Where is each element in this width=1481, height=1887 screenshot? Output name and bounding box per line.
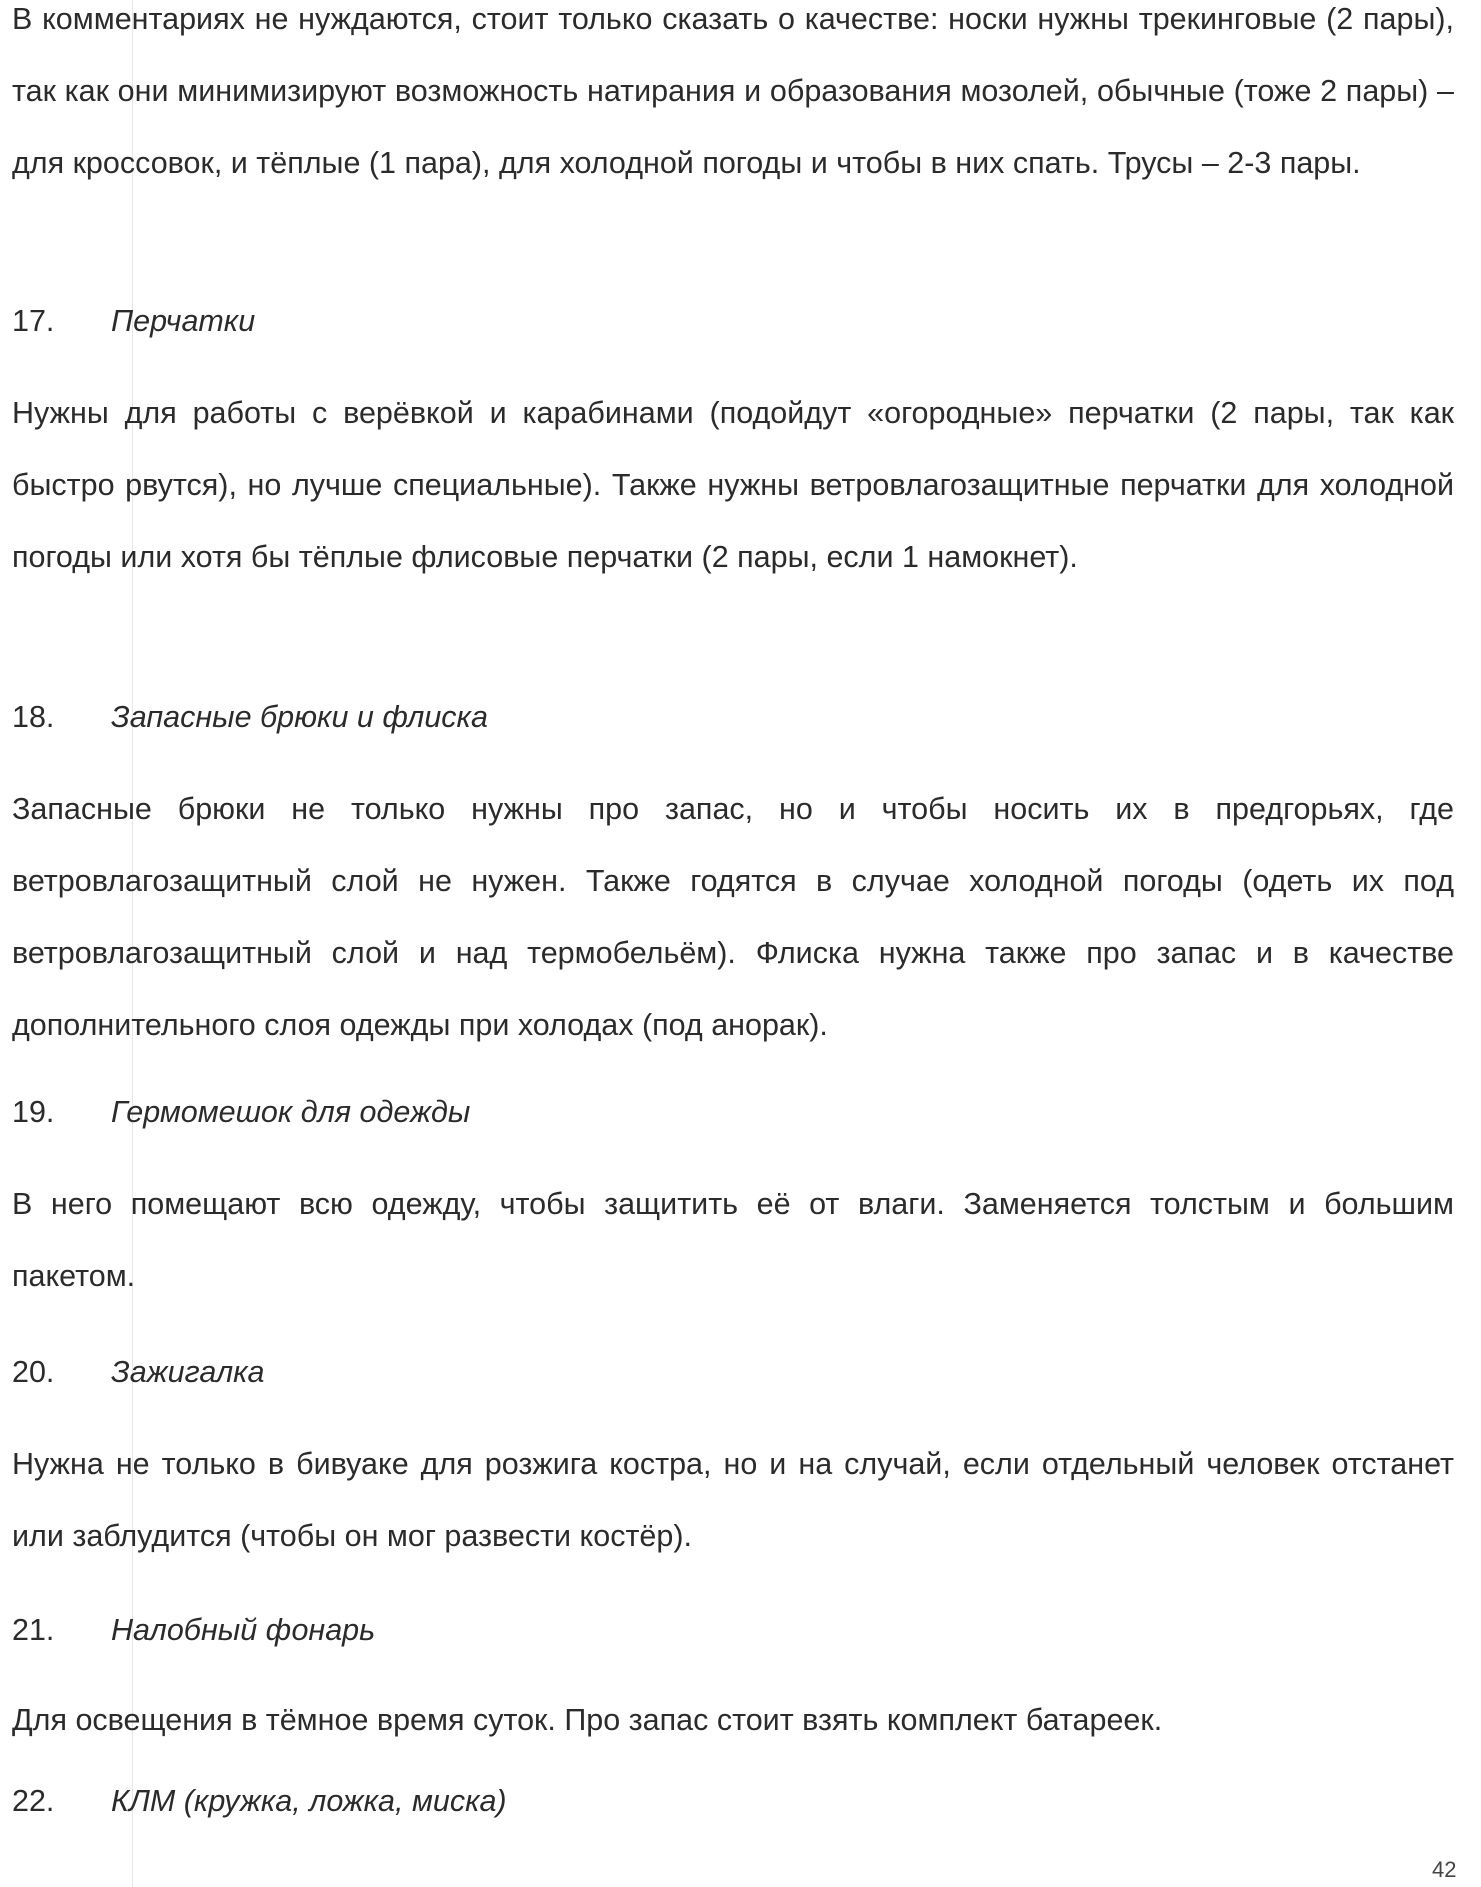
section-text-19: В него помещают всю одежду, чтобы защитить её от влаги. Заменяется толстым и большим пакетом. <box>12 1187 1454 1293</box>
section-number: 17. <box>12 304 55 338</box>
section-text-21: Для освещения в тёмное время суток. Про запас стоит взять комплект батареек. <box>12 1703 1163 1737</box>
section-text-20: Нужна не только в бивуаке для розжига костра, но и на случай, если отдельный человек отстанет или заблудится (чтобы он мог развести костёр). <box>12 1447 1454 1553</box>
section-heading-20 <box>12 1352 1454 1392</box>
document-page <box>12 0 1457 1887</box>
section-title: Перчатки <box>111 304 256 338</box>
section-heading-17 <box>12 301 1454 341</box>
section-number: 19. <box>12 1095 55 1129</box>
section-heading-19 <box>12 1092 1454 1132</box>
section-title: Запасные брюки и флиска <box>111 700 488 734</box>
section-text-17: Нужны для работы с верёвкой и карабинами (подойдут «огородные» перчатки (2 пары, так как быстро рвутся), но лучше специальные). Также нужны ветровлагозащитные перчатки для холодной погоды или хотя бы тёплые флисовые перчатки (2 пары, если 1 намокнет). <box>12 396 1454 574</box>
page-number: 42 <box>1432 1857 1457 1882</box>
section-number: 22. <box>12 1784 55 1818</box>
section-heading-22 <box>12 1781 1454 1821</box>
section-heading-21 <box>12 1610 1454 1650</box>
section-title: Гермомешок для одежды <box>111 1095 471 1129</box>
section-number: 21. <box>12 1613 55 1647</box>
section-text-18: Запасные брюки не только нужны про запас, но и чтобы носить их в предгорьях, где ветровлагозащитный слой не нужен. Также годятся в случае холодной погоды (одеть их под ветровлагозащитный слой и над термобельём). Флиска нужна также про запас и в качестве дополнительного слоя одежды при холодах (под анорак). <box>12 792 1454 1042</box>
section-title: КЛМ (кружка, ложка, миска) <box>111 1784 507 1818</box>
section-title: Зажигалка <box>111 1355 265 1389</box>
section-number: 20. <box>12 1355 55 1389</box>
section-heading-18 <box>12 697 1454 737</box>
section-title: Налобный фонарь <box>111 1613 376 1647</box>
section-number: 18. <box>12 700 55 734</box>
intro-paragraph: В комментариях не нуждаются, стоит только сказать о качестве: носки нужны трекинговые (2 пары), так как они минимизируют возможность натирания и образования мозолей, обычные (тоже 2 пары) – для кроссовок, и тёплые (1 пара), для холодной погоды и чтобы в них спать. Трусы – 2-3 пары. <box>12 2 1454 180</box>
